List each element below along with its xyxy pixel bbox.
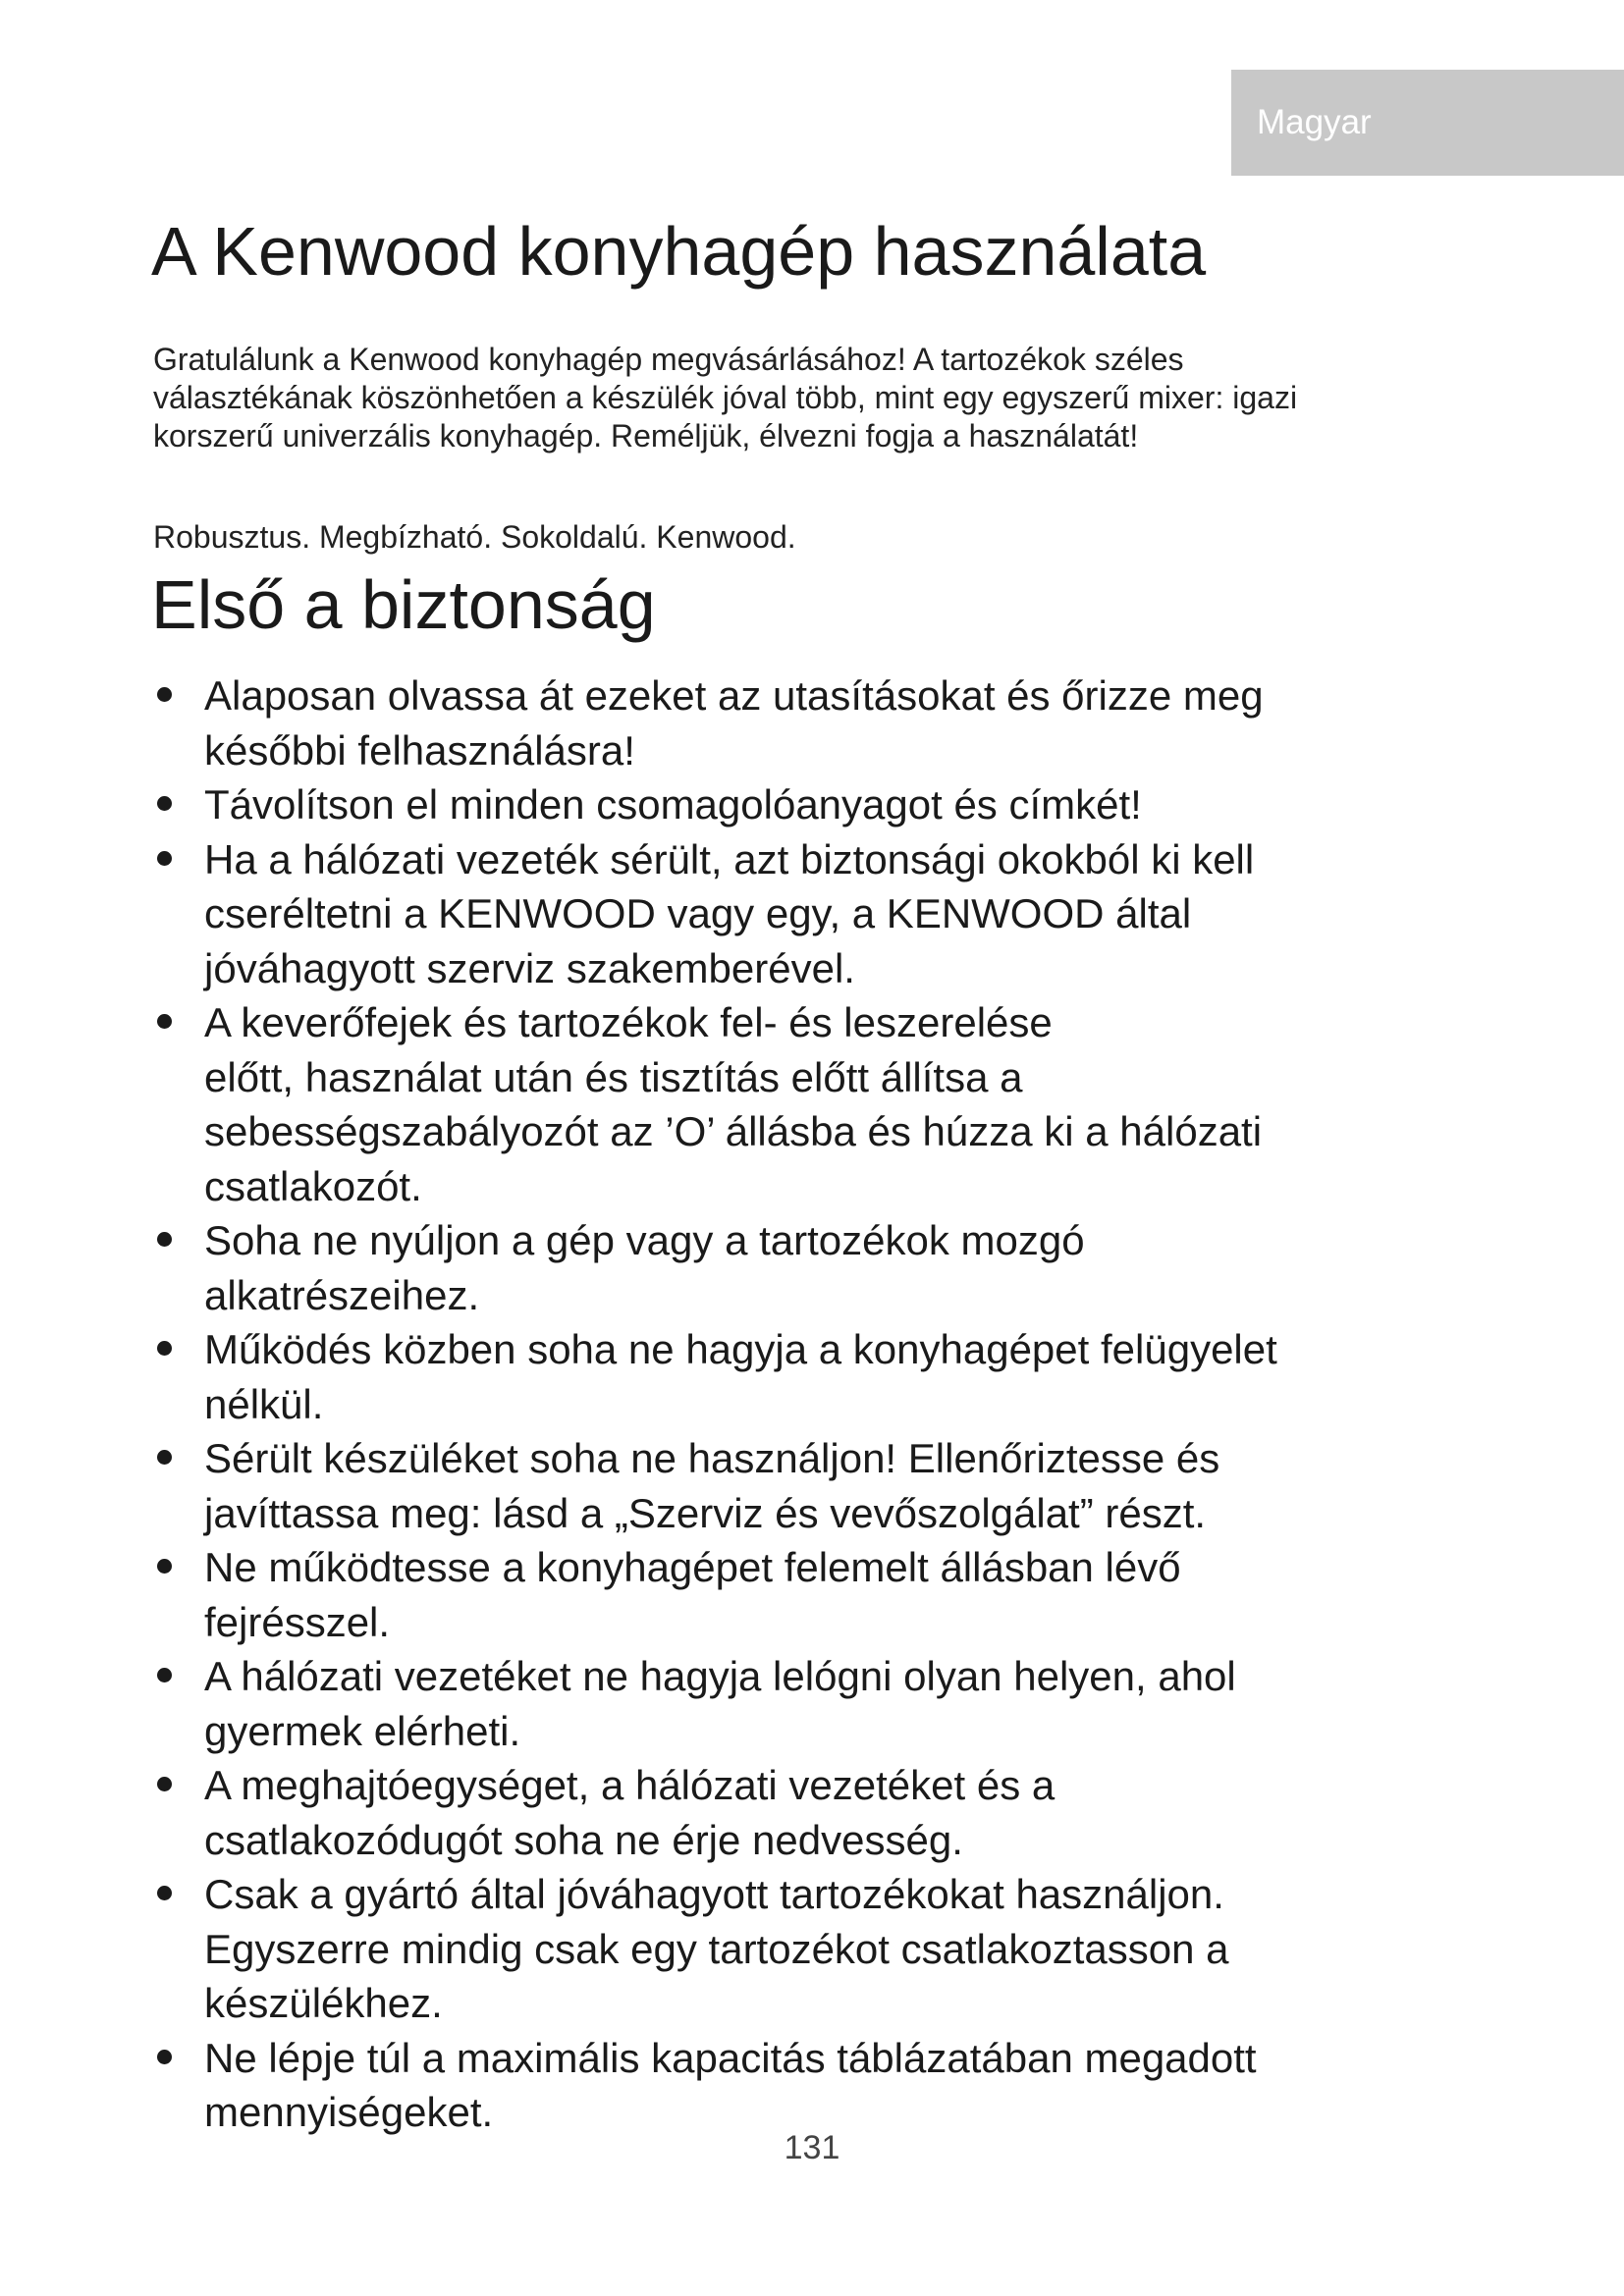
- safety-item-line: cseréltetni a KENWOOD vagy egy, a KENWOOD által: [204, 890, 1192, 936]
- safety-item-line: Ha a hálózati vezeték sérült, azt biztonsági okokból ki kell: [204, 835, 1255, 882]
- safety-item: [151, 1758, 1526, 1867]
- safety-item: [151, 832, 1526, 996]
- safety-item: [151, 995, 1526, 1213]
- page-title: A Kenwood konyhagép használata: [151, 213, 1207, 290]
- safety-item-line: Csak a gyártó által jóváhagyott tartozékokat használjon.: [204, 1871, 1224, 1917]
- safety-item: [151, 1213, 1526, 1322]
- bullet-icon: [157, 2050, 172, 2064]
- safety-item-line: sebességszabályozót az ’O’ állásba és húzza ki a hálózati: [204, 1108, 1263, 1154]
- safety-item-line: Ne működtesse a konyhagépet felemelt állásban lévő: [204, 1544, 1181, 1590]
- safety-item-line: Alaposan olvassa át ezeket az utasításokat és őrizze meg: [204, 672, 1264, 719]
- safety-item-line: Ne lépje túl a maximális kapacitás táblázatában megadott: [204, 2034, 1257, 2081]
- safety-item-line: Működés közben soha ne hagyja a konyhagépet felügyelet: [204, 1326, 1277, 1372]
- safety-item: [151, 1322, 1526, 1431]
- safety-item-line: Sérült készüléket soha ne használjon! Ellenőriztesse és: [204, 1435, 1220, 1481]
- safety-item-line: gyermek elérheti.: [204, 1707, 521, 1754]
- intro-line: Gratulálunk a Kenwood konyhagép megvásárlásához! A tartozékok széles: [153, 342, 1184, 377]
- safety-item-line: javíttassa meg: lásd a „Szerviz és vevőszolgálat” részt.: [204, 1489, 1207, 1536]
- slogan: Robusztus. Megbízható. Sokoldalú. Kenwood.: [153, 519, 796, 555]
- safety-item-line: A hálózati vezetéket ne hagyja lelógni olyan helyen, ahol: [204, 1653, 1236, 1699]
- bullet-icon: [157, 1232, 172, 1247]
- intro-line: választékának köszönhetően a készülék jóval több, mint egy egyszerű mixer: igazi: [153, 380, 1298, 415]
- safety-item-line: A meghajtóegységet, a hálózati vezetéket és a: [204, 1762, 1056, 1808]
- bullet-icon: [157, 796, 172, 811]
- safety-item: [151, 668, 1526, 777]
- safety-item: [151, 1867, 1526, 2031]
- safety-item-line: Távolítson el minden csomagolóanyagot és címkét!: [204, 781, 1142, 828]
- safety-item: [151, 1540, 1526, 1649]
- safety-item-line: A keverőfejek és tartozékok fel- és leszerelése: [204, 999, 1053, 1045]
- safety-item-line: alkatrészeihez.: [204, 1271, 480, 1318]
- intro-line: korszerű univerzális konyhagép. Reméljük, élvezni fogja a használatát!: [153, 418, 1139, 454]
- safety-item-line: Soha ne nyúljon a gép vagy a tartozékok mozgó: [204, 1217, 1085, 1263]
- safety-item: [151, 2031, 1526, 2140]
- safety-item-line: Egyszerre mindig csak egy tartozékot csatlakoztasson a: [204, 1925, 1229, 1972]
- bullet-icon: [157, 1777, 172, 1791]
- safety-item-line: fejrésszel.: [204, 1598, 391, 1645]
- bullet-icon: [157, 1341, 172, 1356]
- safety-item-line: mennyiségeket.: [204, 2089, 494, 2135]
- section-title-safety: Első a biztonság: [151, 566, 656, 643]
- bullet-icon: [157, 851, 172, 866]
- bullet-icon: [157, 1014, 172, 1029]
- safety-item-line: csatlakozódugót soha ne érje nedvesség.: [204, 1816, 963, 1863]
- bullet-icon: [157, 1450, 172, 1465]
- bullet-icon: [157, 1886, 172, 1900]
- safety-item-line: nélkül.: [204, 1380, 324, 1427]
- language-tab: Magyar: [1231, 70, 1624, 176]
- page-number: 131: [784, 2129, 840, 2166]
- intro-paragraph: [153, 341, 1508, 455]
- bullet-icon: [157, 1559, 172, 1574]
- bullet-icon: [157, 687, 172, 702]
- bullet-icon: [157, 1668, 172, 1682]
- safety-item-line: készülékhez.: [204, 1980, 443, 2026]
- safety-item-line: előtt, használat után és tisztítás előtt állítsa a: [204, 1053, 1023, 1100]
- safety-item-line: csatlakozót.: [204, 1162, 422, 1209]
- safety-item: [151, 1649, 1526, 1758]
- safety-item: [151, 1431, 1526, 1540]
- safety-item-line: jóváhagyott szerviz szakemberével.: [204, 944, 855, 991]
- safety-item: [151, 777, 1526, 832]
- safety-list: [151, 668, 1526, 2140]
- safety-item-line: későbbi felhasználásra!: [204, 726, 635, 774]
